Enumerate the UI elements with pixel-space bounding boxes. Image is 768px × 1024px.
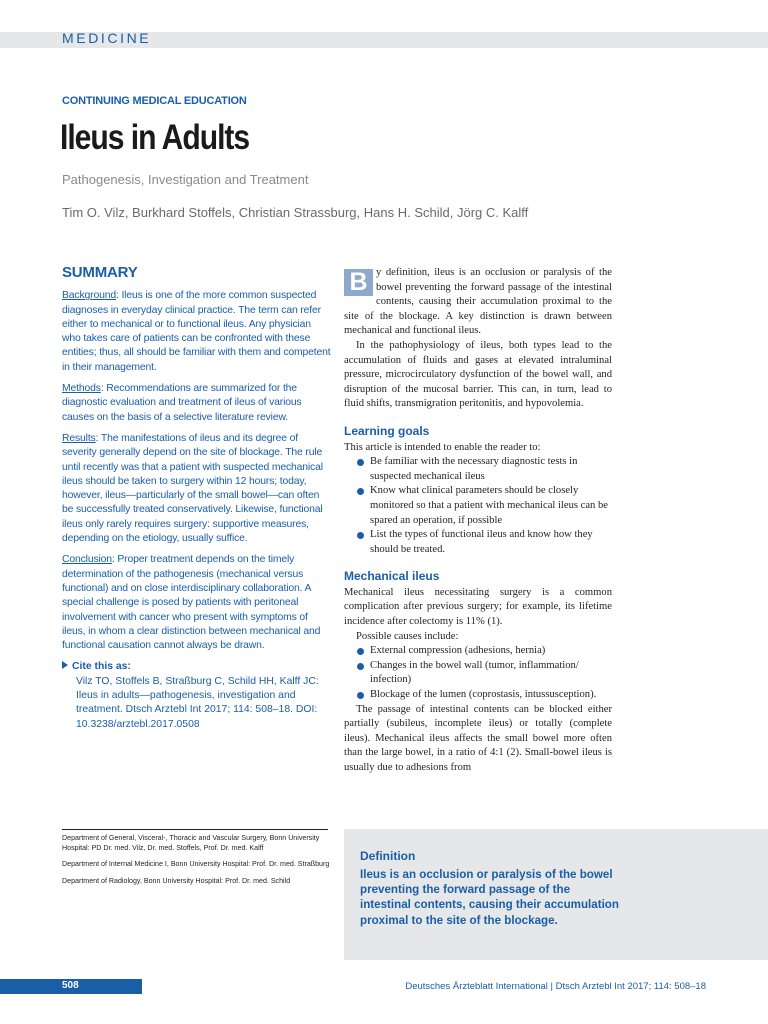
results-text: : The manifestations of ileus and its degree of severity generally depend on the site of blockage. The rule until recently was that a patient with suspected mechanical ileus should be taken to surgery within 12 hours; today, however, ileus—particularly of the small bowel—can often be successfully treated conservatively. Likewise, functional ileus only rarely requires surgery: supportive measures, depending on the etiology, usually suffice. (62, 432, 323, 545)
causes-intro: Possible causes include: (356, 630, 459, 642)
bullet-icon (357, 663, 364, 670)
article-subtitle: Pathogenesis, Investigation and Treatment (62, 172, 309, 187)
background-text: : Ileus is one of the more common suspected diagnoses in everyday clinical practice. The term can refer either to mechanical or to functional ileus. Any physician who takes care of patients can be confronted with these entities; thus, all should be familiar with them and competent in their management. (62, 290, 331, 373)
summary-column (62, 266, 332, 732)
methods-text: : Recommendations are summarized for the diagnostic evaluation and treatment of ileus of various causes on the basis of a selective literature review. (62, 383, 302, 423)
list-item: Be familiar with the necessary diagnostic tests in suspected mechanical ileus (344, 455, 612, 484)
bullet-icon (357, 532, 364, 539)
journal-citation: Deutsches Ärzteblatt International | Dtsch Arztebl Int 2017; 114: 508–18 (405, 981, 706, 992)
summary-results (62, 432, 332, 546)
definition-box (344, 829, 768, 960)
summary-background (62, 289, 332, 375)
intro-text: y definition, ileus is an occlusion or paralysis of the bowel preventing the forward passage of the intestinal contents, causing their accumulation proximal to the site of the blockage. A key distinction is drawn between mechanical and functional ileus. (344, 267, 612, 337)
article-authors: Tim O. Vilz, Burkhard Stoffels, Christian Strassburg, Hans H. Schild, Jörg C. Kalff (62, 205, 529, 220)
mechanical-paragraph-1: Mechanical ileus necessitating surgery is a common complication after previous surgery; for example, its lifetime incidence after colectomy is 11% (1). (344, 586, 612, 628)
conclusion-text: : Proper treatment depends on the timely determination of the pathogenesis (mechanical versus functional) and on close interdisciplinary collaboration. A special challenge is posed by patients with peritoneal involvement with cancer who present with symptoms of ileus, in whom a clear distinction between mechanical and functional causation cannot always be drawn. (62, 554, 321, 652)
page-number: 508 (62, 980, 79, 991)
learning-goals-list (344, 455, 612, 557)
page-number-bar (0, 979, 142, 994)
list-item: External compression (adhesions, hernia) (344, 644, 612, 659)
summary-heading: SUMMARY (62, 264, 138, 281)
summary-methods (62, 382, 332, 425)
bullet-icon (357, 648, 364, 655)
learning-goals-heading: Learning goals (344, 423, 430, 438)
summary-conclusion (62, 553, 332, 653)
definition-text: Ileus is an occlusion or paralysis of the bowel preventing the forward passage of the intestinal contents, causing their accumulation proximal to the site of the blockage. (360, 868, 619, 927)
affiliations (62, 833, 342, 892)
list-item: Changes in the bowel wall (tumor, inflammation/ infection) (344, 659, 612, 688)
bullet-icon (357, 459, 364, 466)
mechanical-ileus-heading: Mechanical ileus (344, 569, 440, 584)
bullet-icon (357, 488, 364, 495)
cite-heading (62, 660, 332, 674)
affiliation-item: Department of Radiology, Bonn University Hospital: Prof. Dr. med. Schild (62, 876, 291, 885)
triangle-bullet-icon (62, 661, 68, 669)
cite-heading-text: Cite this as: (72, 661, 131, 673)
article-kicker: CONTINUING MEDICAL EDUCATION (62, 95, 247, 107)
article-title: Ileus in Adults (60, 118, 250, 157)
conclusion-label: Conclusion (62, 554, 112, 566)
methods-label: Methods (62, 383, 101, 395)
cite-reference: Vilz TO, Stoffels B, Straßburg C, Schild HH, Kalff JC: Ileus in adults—pathogenesis, investigation and treatment. Dtsch Arztebl Int 2017; 114: 508–18. DOI: 10.3238/arztebl.2017.0508 (76, 675, 319, 730)
definition-heading: Definition (360, 849, 416, 863)
background-label: Background (62, 290, 116, 302)
list-item: Blockage of the lumen (coprostasis, intussusception). (344, 688, 612, 703)
pathophysiology-paragraph: In the pathophysiology of ileus, both types lead to the accumulation of fluids and gases at elevated intraluminal pressure, microcirculatory dysfunction of the bowel wall, and disruption of the mucosal barrier. This can, in turn, lead to fluid shifts, transmigration peritonitis, and hypovolemia. (344, 339, 612, 410)
section-label: MEDICINE (62, 30, 152, 46)
results-label: Results (62, 432, 96, 444)
causes-list (344, 644, 612, 702)
body-column (344, 266, 612, 776)
learning-goals-intro: This article is intended to enable the reader to: (344, 441, 541, 453)
list-item: Know what clinical parameters should be closely monitored so that a patient with mechanical ileus can be spared an operation, if possible (344, 484, 612, 528)
affiliation-item: Department of Internal Medicine I, Bonn University Hospital: Prof. Dr. med. Straßburg (62, 860, 330, 869)
section-header-bar (0, 32, 768, 48)
bullet-icon (357, 692, 364, 699)
drop-cap: B (344, 269, 373, 296)
list-item: List the types of functional ileus and know how they should be treated. (344, 528, 612, 557)
intro-paragraph (344, 266, 612, 339)
affiliation-item: Department of General, Visceral-, Thoracic and Vascular Surgery, Bonn University Hospital: PD Dr. med. Vilz, Dr. med. Stoffels, Prof. Dr. med. Kalff (62, 834, 320, 853)
mechanical-paragraph-2: The passage of intestinal contents can be blocked either partially (subileus, incomplete ileus) or totally (complete ileus). Mechanical ileus affects the small bowel more often than the large bowel, in a ratio of 4:1 (2). Small-bowel ileus is usually due to adhesions from (344, 703, 612, 773)
affiliations-divider (62, 829, 328, 830)
